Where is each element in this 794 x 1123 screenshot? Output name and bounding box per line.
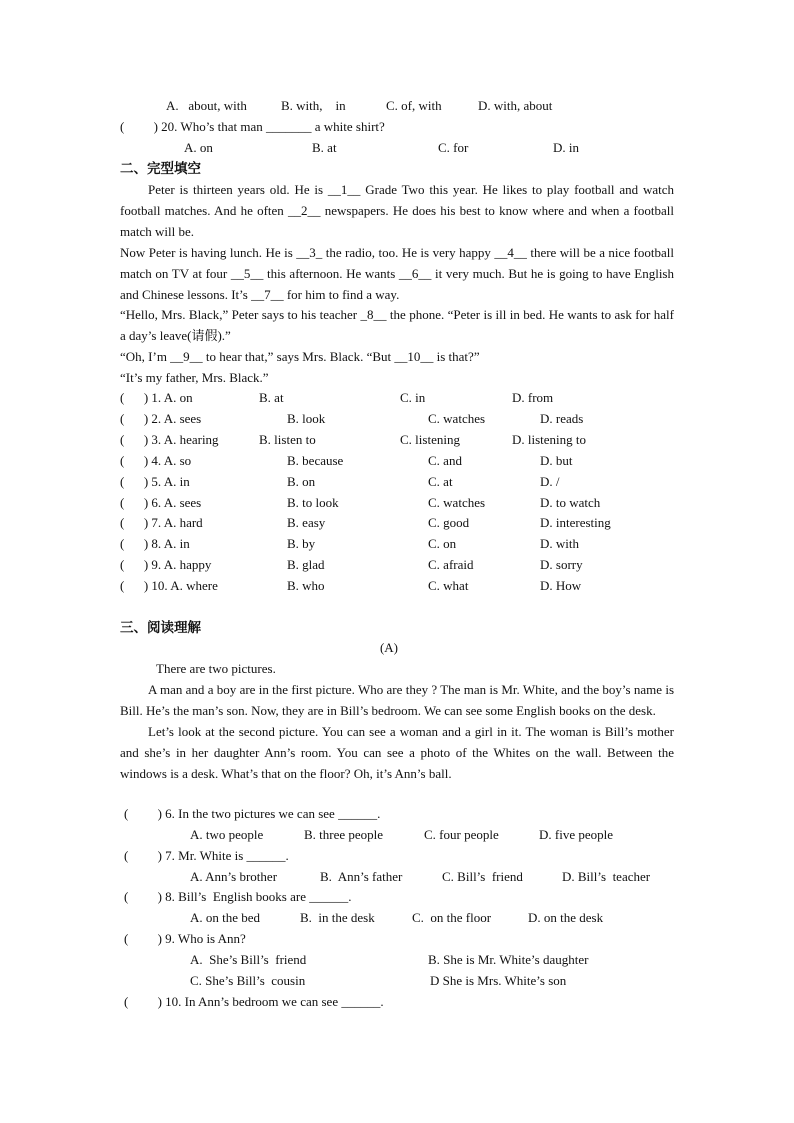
option-d: D. from xyxy=(512,390,554,405)
passage-label: (A) xyxy=(379,640,399,655)
option-a: A. on xyxy=(184,140,213,155)
option-d: D. in xyxy=(553,140,579,155)
option-c: C. watches xyxy=(428,411,486,426)
question-stem: ( ) 7. A. hard xyxy=(120,515,203,530)
option-d: D. five people xyxy=(539,827,614,842)
option-d: D. with xyxy=(540,536,579,551)
question-stem: ( ) 4. A. so xyxy=(120,453,192,468)
option-b: B. to look xyxy=(287,495,339,510)
option-b: B. on xyxy=(287,474,316,489)
option-b: B. three people xyxy=(304,827,384,842)
cloze-paragraph: Now Peter is having lunch. He is __3_ the radio, too. He is very happy __4__ there will be a nice football match on TV at four __5__ this afternoon. He wants __6__ it very much. But he is going to have English and Chinese lessons. It’s __7__ for him to find a way. xyxy=(120,244,674,302)
option-b: B. because xyxy=(287,453,344,468)
section-heading-reading: 三、阅读理解 xyxy=(120,620,201,636)
option-c: C. for xyxy=(438,140,469,155)
option-b: B. listen to xyxy=(259,432,316,447)
reading-paragraph: There are two pictures. xyxy=(156,661,276,676)
option-d: D. reads xyxy=(540,411,584,426)
option-c: C. Bill’s friend xyxy=(442,869,523,884)
question-stem: ( ) 10. A. where xyxy=(120,578,218,593)
option-a: A. She’s Bill’s friend xyxy=(190,952,307,967)
option-d: D. on the desk xyxy=(528,910,604,925)
question-stem: ( ) 20. Who’s that man _______ a white shirt? xyxy=(120,119,385,134)
question-stem: ( ) 8. A. in xyxy=(120,536,190,551)
option-d: D. How xyxy=(540,578,582,593)
question-stem: ( ) 8. Bill’s English books are ______. xyxy=(124,889,352,904)
option-b: B. by xyxy=(287,536,316,551)
option-c: C. of, with xyxy=(386,98,442,113)
option-d: D. interesting xyxy=(540,515,611,530)
cloze-paragraph: “Hello, Mrs. Black,” Peter says to his teacher _8__ the phone. “Peter is ill in bed. He wants to ask for half a day’s leave(请假).” xyxy=(120,307,674,344)
option-c: C. four people xyxy=(424,827,499,842)
option-b: B. glad xyxy=(287,557,325,572)
cloze-paragraph: “It’s my father, Mrs. Black.” xyxy=(120,370,269,386)
option-c: C. afraid xyxy=(428,557,474,572)
cloze-passage xyxy=(120,180,674,389)
option-d: D. with, about xyxy=(478,98,553,113)
option-c: C. watches xyxy=(428,495,486,510)
option-c: C. on the floor xyxy=(412,910,492,925)
option-c: C. at xyxy=(428,474,453,489)
option-b: B. who xyxy=(287,578,325,593)
option-b: B. Ann’s father xyxy=(320,869,403,884)
option-b: B. with, in xyxy=(281,98,346,113)
question-stem: ( ) 6. In the two pictures we can see ______. xyxy=(124,806,381,821)
question-stem: ( ) 9. A. happy xyxy=(120,557,212,572)
question-stem: ( ) 2. A. sees xyxy=(120,411,202,426)
option-d: D. listening to xyxy=(512,432,587,447)
option-b: B. in the desk xyxy=(300,910,375,925)
option-d: D She is Mrs. White’s son xyxy=(430,973,567,988)
option-b: B. easy xyxy=(287,515,326,530)
option-a: A. two people xyxy=(190,827,264,842)
option-b: B. look xyxy=(287,411,326,426)
question-stem: ( ) 6. A. sees xyxy=(120,495,202,510)
option-a: A. Ann’s brother xyxy=(190,869,278,884)
option-b: B. at xyxy=(312,140,337,155)
option-d: D. but xyxy=(540,453,573,468)
option-d: D. to watch xyxy=(540,495,601,510)
question-stem: ( ) 10. In Ann’s bedroom we can see ______. xyxy=(124,994,384,1009)
option-a: A. on the bed xyxy=(190,910,261,925)
option-c: C. She’s Bill’s cousin xyxy=(190,973,306,988)
option-c: C. on xyxy=(428,536,457,551)
question-stem: ( ) 7. Mr. White is ______. xyxy=(124,848,289,863)
option-d: D. sorry xyxy=(540,557,583,572)
reading-paragraph: Let’s look at the second picture. You can see a woman and a girl in it. The woman is Bill’s mother and she’s in her daughter Ann’s room. You can see a photo of the Whites on the wall. Between the windows is a desk. What’s that on the floor? Oh, it’s Ann’s ball. xyxy=(120,723,674,781)
option-c: C. listening xyxy=(400,432,460,447)
option-d: D. / xyxy=(540,474,560,489)
cloze-paragraph: “Oh, I’m __9__ to hear that,” says Mrs. Black. “But __10__ is that?” xyxy=(120,349,480,365)
reading-passage xyxy=(120,659,674,784)
reading-paragraph: A man and a boy are in the first picture. Who are they ? The man is Mr. White, and the boy’s name is Bill. He’s the man’s son. Now, they are in Bill’s bedroom. We can see some English books on the desk. xyxy=(120,681,674,718)
option-b: B. at xyxy=(259,390,284,405)
question-stem: ( ) 5. A. in xyxy=(120,474,190,489)
question-stem: ( ) 9. Who is Ann? xyxy=(124,931,246,946)
cloze-paragraph: Peter is thirteen years old. He is __1__ Grade Two this year. He likes to play football and watch football matches. And he often __2__ newspapers. He does his best to know where and when a football match will be. xyxy=(120,182,674,239)
question-stem: ( ) 3. A. hearing xyxy=(120,432,219,447)
option-a: A. about, with xyxy=(166,98,247,113)
option-c: C. good xyxy=(428,515,470,530)
question-stem: ( ) 1. A. on xyxy=(120,390,193,405)
option-b: B. She is Mr. White’s daughter xyxy=(428,952,589,967)
option-c: C. and xyxy=(428,453,462,468)
option-c: C. in xyxy=(400,390,426,405)
option-d: D. Bill’s teacher xyxy=(562,869,651,884)
option-c: C. what xyxy=(428,578,469,593)
section-heading-cloze: 二、完型填空 xyxy=(120,161,201,177)
